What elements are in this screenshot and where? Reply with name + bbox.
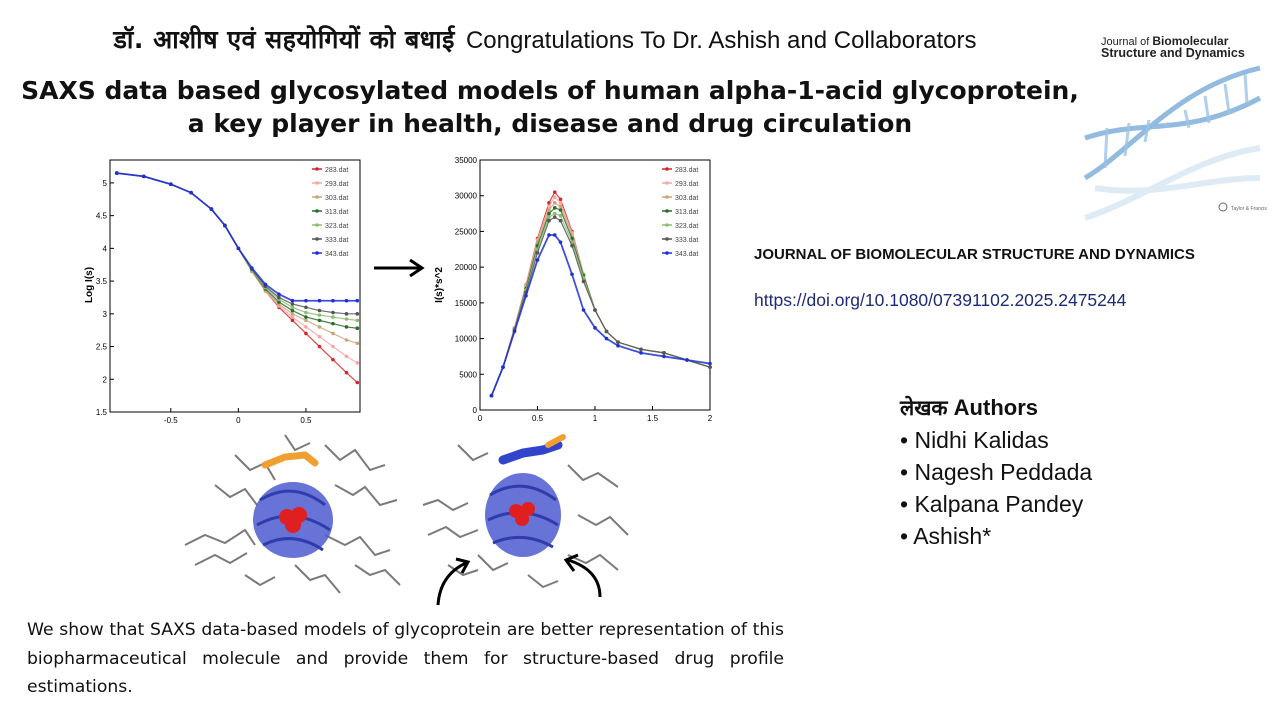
legend-marker [665,181,669,185]
congratulations-header [0,22,1090,56]
data-point [553,190,557,194]
data-point [318,325,322,329]
data-point [355,299,359,303]
x-tick-label: 1 [592,414,598,423]
cover-title-bold: Biomolecular [1152,34,1229,48]
legend-marker [315,237,319,241]
data-point [331,299,335,303]
legend-marker [665,167,669,171]
data-point [605,330,609,334]
legend-label: 343.dat [325,251,349,258]
data-point [237,247,241,251]
data-point [345,371,349,375]
data-point [355,312,359,316]
data-point [355,361,359,365]
legend-label: 303.dat [675,195,699,202]
data-point [559,208,563,212]
data-point [553,215,557,219]
legend-label: 313.dat [675,209,699,216]
data-point [662,355,666,359]
data-point [559,205,563,209]
data-point [304,299,308,303]
authors-section [900,392,1092,552]
data-point [142,175,146,179]
data-point [331,315,335,319]
cover-title-line-2: Structure and Dynamics [1101,46,1245,60]
y-tick-label: 5000 [459,370,477,380]
x-tick-label: 0.5 [300,416,312,425]
y-tick-label: 3.5 [95,277,107,287]
chart1-ylabel: Log I(s) [84,266,95,304]
x-tick-label: 0.5 [531,414,544,423]
data-point [536,258,540,262]
data-point [501,365,505,369]
data-point [169,182,173,186]
data-point [331,311,335,315]
data-point [553,233,557,237]
y-tick-label: 2.5 [95,342,107,352]
data-point [291,299,295,303]
header-hindi: डॉ. आशीष एवं सहयोगियों को बधाई [113,25,455,54]
data-point [345,312,349,316]
legend-marker [665,223,669,227]
cover-title-prefix: Journal of [1101,36,1153,48]
data-point [115,171,119,175]
legend-label: 293.dat [325,181,349,188]
data-point [331,332,335,336]
author-item: • Nagesh Peddada [900,456,1092,488]
data-point [331,358,335,362]
data-point [490,394,494,398]
y-tick-label: 10000 [454,334,477,344]
paper-title-line-2: a key player in health, disease and drug circulation [187,109,913,138]
legend-label: 323.dat [325,223,349,230]
data-point [345,299,349,303]
data-point [304,305,308,309]
data-point [345,355,349,359]
y-tick-label: 15000 [454,298,477,308]
data-point [291,315,295,319]
data-point [250,266,254,270]
paper-title-line-1: SAXS data based glycosylated models of human alpha-1-acid glycoprotein, [21,76,1079,105]
legend-label: 303.dat [325,195,349,202]
legend-label: 323.dat [675,223,699,230]
header-english: Congratulations To Dr. Ashish and Collaborators [465,27,977,54]
data-point [291,302,295,306]
y-tick-label: 35000 [454,156,477,165]
legend-label: 313.dat [325,209,349,216]
data-point [210,207,214,211]
legend-marker [315,181,319,185]
author-item: • Kalpana Pandey [900,488,1092,520]
chart1-plot-area [110,160,360,412]
data-point [318,309,322,313]
y-tick-label: 3 [102,309,107,319]
glycoprotein-model-2 [418,425,638,615]
legend-marker [315,167,319,171]
y-tick-label: 4 [102,244,107,254]
data-point [559,219,563,223]
data-point [639,351,643,355]
legend-label: 343.dat [675,251,699,258]
right-arrow-icon [372,258,428,278]
y-tick-label: 20000 [454,263,477,273]
y-tick-label: 4.5 [95,211,107,221]
data-point [189,191,193,195]
data-point [582,308,586,312]
legend-marker [665,209,669,213]
data-point [547,219,551,223]
saxs-log-plot [82,155,367,430]
data-point [559,240,563,244]
data-point [547,212,551,216]
chart2-ylabel: I(s)*s^2 [434,267,445,303]
data-point [570,244,574,248]
y-tick-label: 1.5 [95,408,107,417]
legend-label: 333.dat [325,237,349,244]
data-point [277,292,281,296]
x-tick-label: -0.5 [163,416,178,425]
authors-heading [900,392,1092,424]
x-tick-label: 0 [236,416,241,425]
data-point [355,341,359,345]
legend-label: 293.dat [675,181,699,188]
y-tick-label: 5 [102,178,107,188]
data-point [291,319,295,323]
legend-marker [665,237,669,241]
y-tick-label: 25000 [454,227,477,237]
data-point [547,215,551,219]
data-point [616,344,620,348]
legend-marker [315,209,319,213]
data-point [559,197,563,201]
saxs-kratky-plot [428,155,718,430]
data-point [277,296,281,300]
data-point [708,362,712,366]
data-point [553,212,557,216]
y-tick-label: 2 [102,375,107,385]
data-point [570,272,574,276]
data-point [318,299,322,303]
paper-title [20,74,1080,140]
data-point [331,345,335,349]
x-tick-label: 1.5 [646,414,659,423]
data-point [318,319,322,323]
doi-link[interactable]: https://doi.org/10.1080/07391102.2025.2475244 [754,290,1127,310]
data-point [662,351,666,355]
data-point [304,311,308,315]
legend-label: 283.dat [325,167,349,174]
data-point [291,305,295,309]
data-point [355,319,359,323]
data-point [513,330,517,334]
data-point [291,312,295,316]
x-tick-label: 0 [477,414,483,423]
data-point [593,326,597,330]
data-point [304,325,308,329]
data-point [559,214,563,218]
glycoprotein-model-1 [175,425,405,600]
data-point [547,208,551,212]
data-point [536,251,540,255]
data-point [553,201,557,205]
data-point [553,195,557,199]
data-point [685,358,689,362]
authors-heading-hindi: लेखक [900,396,948,420]
data-point [708,365,712,369]
legend-label: 283.dat [675,167,699,174]
data-point [553,206,557,210]
data-point [304,315,308,319]
journal-name: JOURNAL OF BIOMOLECULAR STRUCTURE AND DYNAMICS [754,246,1195,263]
summary-text: We show that SAXS data-based models of glycoprotein are better representation of this biopharmaceutical molecule and provide them for structure-based drug profile estimations. [27,620,784,697]
data-point [345,338,349,342]
x-tick-label: 2 [707,414,713,423]
authors-heading-english: Authors [953,395,1038,420]
data-point [318,335,322,339]
data-point [582,280,586,284]
author-item: • Ashish* [900,520,1092,552]
data-point [223,224,227,228]
authors-list [900,424,1092,552]
data-point [616,340,620,344]
y-tick-label: 30000 [454,191,477,201]
legend-label: 333.dat [675,237,699,244]
publisher-logo-text: Taylor & Francis [1231,206,1267,212]
data-point [304,332,308,336]
data-point [318,313,322,317]
data-point [524,294,528,298]
author-item: • Nidhi Kalidas [900,424,1092,456]
legend-marker [315,195,319,199]
data-point [593,308,597,312]
data-point [291,309,295,313]
data-point [331,322,335,326]
data-point [318,345,322,349]
data-point [547,233,551,237]
legend-marker [665,251,669,255]
legend-marker [315,251,319,255]
data-point [639,347,643,351]
data-point [559,201,563,205]
data-point [355,326,359,330]
data-point [345,325,349,329]
data-point [345,317,349,321]
legend-marker [665,195,669,199]
data-point [264,283,268,287]
data-point [355,381,359,385]
data-point [605,337,609,341]
journal-cover [1085,28,1267,220]
data-point [304,319,308,323]
y-tick-label: 0 [472,406,477,415]
legend-marker [315,223,319,227]
